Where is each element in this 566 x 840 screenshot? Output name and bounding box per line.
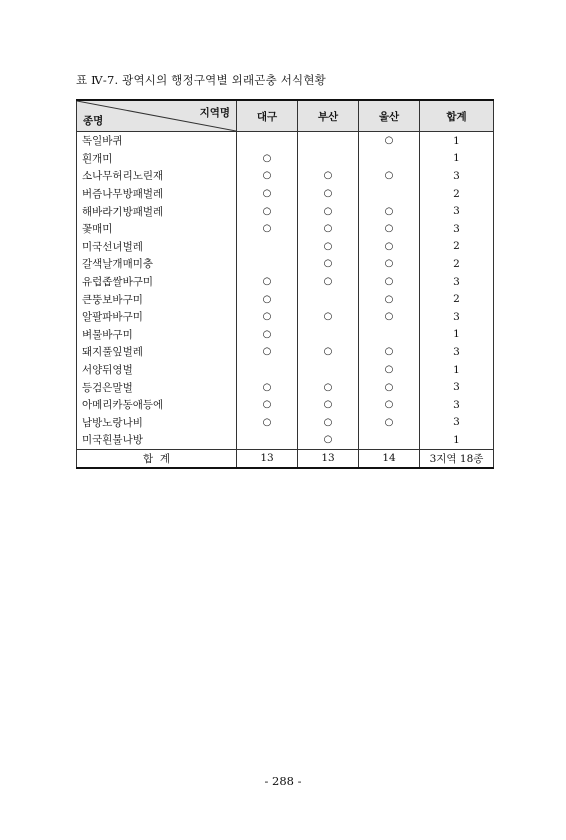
table-row <box>77 273 494 291</box>
busan-cell: ○ <box>298 185 359 203</box>
busan-cell <box>298 361 359 379</box>
daegu-cell: ○ <box>237 202 298 220</box>
ulsan-cell <box>359 326 420 344</box>
table-row <box>77 343 494 361</box>
total-cell: 3 <box>420 414 494 432</box>
table-row <box>77 132 494 150</box>
species-name-cell: 갈색날개매미충 <box>77 255 237 273</box>
total-cell: 2 <box>420 238 494 256</box>
daegu-cell: ○ <box>237 220 298 238</box>
page-number: - 288 - <box>264 774 302 788</box>
daegu-cell: ○ <box>237 414 298 432</box>
busan-cell: ○ <box>298 378 359 396</box>
total-cell: 3 <box>420 378 494 396</box>
table-caption: 표 Ⅳ-7. 광역시의 행정구역별 외래곤충 서식현황 <box>76 73 326 87</box>
ulsan-cell: ○ <box>359 273 420 291</box>
header-region-label: 지역명 <box>199 107 230 119</box>
daegu-cell <box>237 238 298 256</box>
alien-insect-table <box>76 99 494 469</box>
ulsan-cell: ○ <box>359 132 420 150</box>
busan-cell <box>298 290 359 308</box>
species-name-cell: 서양뒤영벌 <box>77 361 237 379</box>
footer-ulsan-count: 14 <box>359 449 420 468</box>
table-row <box>77 308 494 326</box>
total-cell: 3 <box>420 167 494 185</box>
table-row <box>77 202 494 220</box>
total-cell: 3 <box>420 308 494 326</box>
total-cell: 3 <box>420 220 494 238</box>
daegu-cell: ○ <box>237 343 298 361</box>
table-row <box>77 414 494 432</box>
table-row <box>77 361 494 379</box>
diagonal-header-cell <box>77 100 237 132</box>
busan-cell: ○ <box>298 414 359 432</box>
table-header-row <box>77 100 494 132</box>
ulsan-cell: ○ <box>359 361 420 379</box>
table-footer-row <box>77 449 494 468</box>
busan-cell: ○ <box>298 396 359 414</box>
busan-cell: ○ <box>298 167 359 185</box>
busan-cell: ○ <box>298 202 359 220</box>
daegu-cell: ○ <box>237 290 298 308</box>
busan-cell: ○ <box>298 308 359 326</box>
footer-daegu-count: 13 <box>237 449 298 468</box>
daegu-cell <box>237 361 298 379</box>
total-cell: 1 <box>420 431 494 449</box>
busan-cell: ○ <box>298 343 359 361</box>
total-cell: 1 <box>420 132 494 150</box>
table-row <box>77 290 494 308</box>
daegu-cell: ○ <box>237 273 298 291</box>
daegu-cell: ○ <box>237 378 298 396</box>
busan-cell: ○ <box>298 255 359 273</box>
ulsan-cell: ○ <box>359 414 420 432</box>
species-name-cell: 유럽좁쌀바구미 <box>77 273 237 291</box>
busan-cell: ○ <box>298 220 359 238</box>
daegu-cell <box>237 255 298 273</box>
total-cell: 3 <box>420 202 494 220</box>
table-row <box>77 220 494 238</box>
busan-cell: ○ <box>298 238 359 256</box>
species-name-cell: 꽃매미 <box>77 220 237 238</box>
total-cell: 3 <box>420 396 494 414</box>
table-row <box>77 396 494 414</box>
daegu-cell: ○ <box>237 326 298 344</box>
ulsan-cell: ○ <box>359 378 420 396</box>
header-species-label: 종명 <box>83 115 104 127</box>
busan-cell <box>298 150 359 168</box>
total-cell: 2 <box>420 185 494 203</box>
species-name-cell: 해바라기방패벌레 <box>77 202 237 220</box>
daegu-cell: ○ <box>237 150 298 168</box>
daegu-cell: ○ <box>237 167 298 185</box>
species-name-cell: 독일바퀴 <box>77 132 237 150</box>
footer-busan-count: 13 <box>298 449 359 468</box>
total-cell: 1 <box>420 150 494 168</box>
table-row <box>77 185 494 203</box>
total-cell: 1 <box>420 361 494 379</box>
busan-cell: ○ <box>298 431 359 449</box>
total-cell: 3 <box>420 343 494 361</box>
column-header-busan: 부산 <box>298 100 359 132</box>
species-name-cell: 소나무허리노린재 <box>77 167 237 185</box>
table-row <box>77 326 494 344</box>
ulsan-cell: ○ <box>359 290 420 308</box>
ulsan-cell: ○ <box>359 238 420 256</box>
footer-total: 3지역 18종 <box>420 449 494 468</box>
daegu-cell: ○ <box>237 185 298 203</box>
species-name-cell: 남방노랑나비 <box>77 414 237 432</box>
table-row <box>77 431 494 449</box>
total-cell: 2 <box>420 255 494 273</box>
species-name-cell: 벼물바구미 <box>77 326 237 344</box>
ulsan-cell <box>359 431 420 449</box>
daegu-cell: ○ <box>237 308 298 326</box>
species-name-cell: 흰개미 <box>77 150 237 168</box>
ulsan-cell: ○ <box>359 308 420 326</box>
table-row <box>77 167 494 185</box>
species-name-cell: 돼지풀잎벌레 <box>77 343 237 361</box>
table-body <box>77 132 494 450</box>
species-name-cell: 버즘나무방패벌레 <box>77 185 237 203</box>
total-cell: 1 <box>420 326 494 344</box>
daegu-cell <box>237 431 298 449</box>
daegu-cell <box>237 132 298 150</box>
table-row <box>77 238 494 256</box>
ulsan-cell: ○ <box>359 202 420 220</box>
species-name-cell: 알팔파바구미 <box>77 308 237 326</box>
daegu-cell: ○ <box>237 396 298 414</box>
footer-label: 합 계 <box>77 449 237 468</box>
busan-cell: ○ <box>298 273 359 291</box>
species-name-cell: 미국흰불나방 <box>77 431 237 449</box>
ulsan-cell: ○ <box>359 220 420 238</box>
ulsan-cell: ○ <box>359 396 420 414</box>
species-name-cell: 등검은말벌 <box>77 378 237 396</box>
table-row <box>77 378 494 396</box>
ulsan-cell: ○ <box>359 167 420 185</box>
total-cell: 2 <box>420 290 494 308</box>
species-name-cell: 큰뚱보바구미 <box>77 290 237 308</box>
total-cell: 3 <box>420 273 494 291</box>
ulsan-cell <box>359 185 420 203</box>
column-header-daegu: 대구 <box>237 100 298 132</box>
column-header-ulsan: 울산 <box>359 100 420 132</box>
ulsan-cell <box>359 150 420 168</box>
species-name-cell: 미국선녀벌레 <box>77 238 237 256</box>
column-header-total: 합계 <box>420 100 494 132</box>
species-name-cell: 아메리카동애등에 <box>77 396 237 414</box>
ulsan-cell: ○ <box>359 343 420 361</box>
table-row <box>77 255 494 273</box>
busan-cell <box>298 326 359 344</box>
busan-cell <box>298 132 359 150</box>
ulsan-cell: ○ <box>359 255 420 273</box>
table-row <box>77 150 494 168</box>
